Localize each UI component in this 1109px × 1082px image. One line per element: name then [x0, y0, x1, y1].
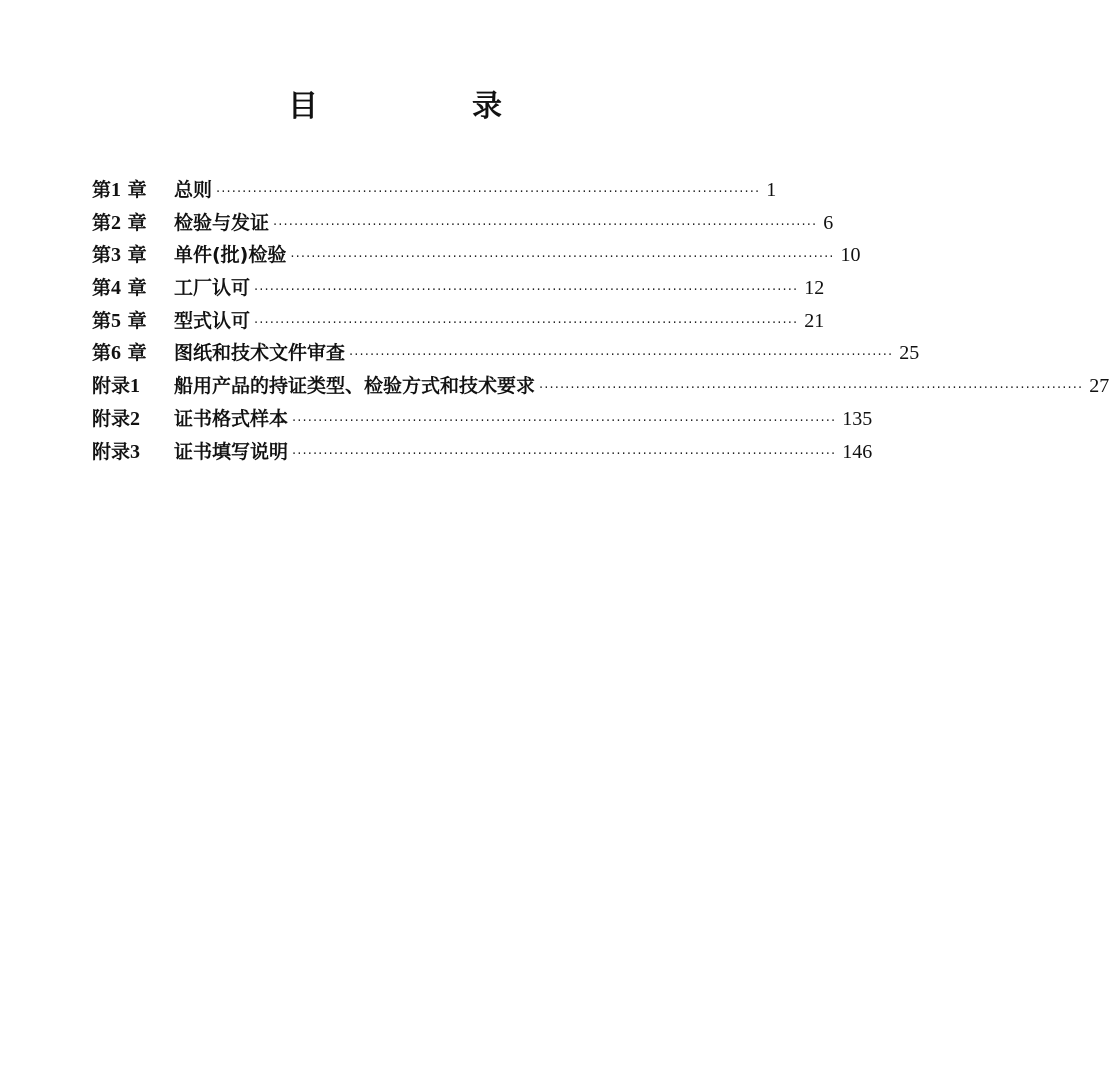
label-number: 2	[111, 211, 122, 234]
toc-entry-label	[92, 337, 174, 370]
label-prefix: 第	[92, 277, 112, 300]
toc-entry-page: 146	[842, 440, 873, 463]
toc-entry-title: 证书填写说明	[174, 440, 289, 463]
label-prefix: 第	[92, 309, 112, 332]
toc-entry-label	[92, 239, 174, 272]
toc-entry-title: 图纸和技术文件审查	[174, 342, 346, 365]
toc-entry-page: 25	[899, 342, 920, 365]
toc-entry-title: 船用产品的持证类型、检验方式和技术要求	[174, 375, 536, 398]
dot-leader: ········································································································	[216, 185, 761, 200]
toc-entry-label	[92, 436, 174, 469]
toc-entry[interactable]	[92, 436, 873, 469]
toc-entry-label	[92, 174, 174, 207]
label-number: 1	[111, 179, 122, 201]
label-suffix: 章	[127, 211, 147, 234]
toc-entry-label	[92, 207, 174, 240]
toc-entry-page: 10	[840, 244, 861, 267]
label-number: 2	[130, 407, 141, 430]
toc-entry[interactable]	[92, 305, 825, 338]
toc-entry-page: 135	[842, 407, 873, 430]
dot-leader: ········································································································	[273, 217, 818, 233]
table-of-contents	[92, 174, 1109, 468]
toc-entry-label	[92, 305, 174, 338]
dot-leader: ········································································································	[254, 283, 799, 299]
label-prefix: 第	[92, 179, 112, 201]
label-prefix: 第	[92, 211, 112, 234]
label-prefix: 第	[92, 342, 112, 365]
toc-entry-page: 21	[804, 309, 825, 332]
label-suffix: 章	[127, 309, 147, 332]
label-suffix: 章	[127, 244, 147, 267]
label-prefix: 附录	[92, 375, 131, 398]
toc-entry-page: 27	[1089, 375, 1109, 398]
toc-entry-title: 检验与发证	[174, 211, 270, 234]
toc-entry-title: 证书格式样本	[174, 407, 289, 430]
toc-entry-page: 1	[766, 179, 777, 201]
toc-entry-label	[92, 403, 174, 436]
label-number: 4	[111, 277, 122, 300]
label-number: 5	[111, 309, 122, 332]
toc-entry-title: 工厂认可	[174, 277, 251, 300]
dot-leader: ········································································································	[292, 446, 837, 462]
toc-entry-page: 12	[804, 277, 825, 300]
label-number: 6	[111, 342, 122, 365]
label-prefix: 附录	[92, 407, 131, 430]
dot-leader: ········································································································	[290, 250, 835, 266]
toc-entry[interactable]	[92, 272, 825, 305]
label-number: 3	[130, 440, 141, 463]
label-prefix: 第	[92, 244, 112, 267]
dot-leader: ········································································································	[292, 413, 837, 429]
dot-leader: ········································································································	[254, 315, 799, 331]
toc-entry[interactable]	[92, 239, 861, 272]
toc-entry[interactable]	[92, 370, 1109, 403]
toc-entry-title: 单件(批)检验	[174, 244, 287, 267]
toc-entry-page: 6	[823, 211, 834, 234]
label-number: 3	[111, 244, 122, 267]
toc-entry[interactable]	[92, 337, 920, 370]
toc-entry[interactable]	[92, 174, 777, 207]
page-title: 目 录	[288, 89, 564, 124]
toc-entry-title: 型式认可	[174, 309, 251, 332]
label-prefix: 附录	[92, 440, 131, 463]
toc-entry-title: 总则	[174, 179, 213, 201]
toc-entry[interactable]	[92, 207, 834, 240]
dot-leader: ········································································································	[539, 381, 1084, 397]
label-suffix: 章	[127, 179, 147, 201]
toc-entry-label	[92, 370, 174, 403]
dot-leader: ········································································································	[349, 348, 894, 364]
toc-entry[interactable]	[92, 403, 873, 436]
toc-entry-label	[92, 272, 174, 305]
label-suffix: 章	[127, 342, 147, 365]
label-number: 1	[130, 375, 141, 398]
label-suffix: 章	[127, 277, 147, 300]
